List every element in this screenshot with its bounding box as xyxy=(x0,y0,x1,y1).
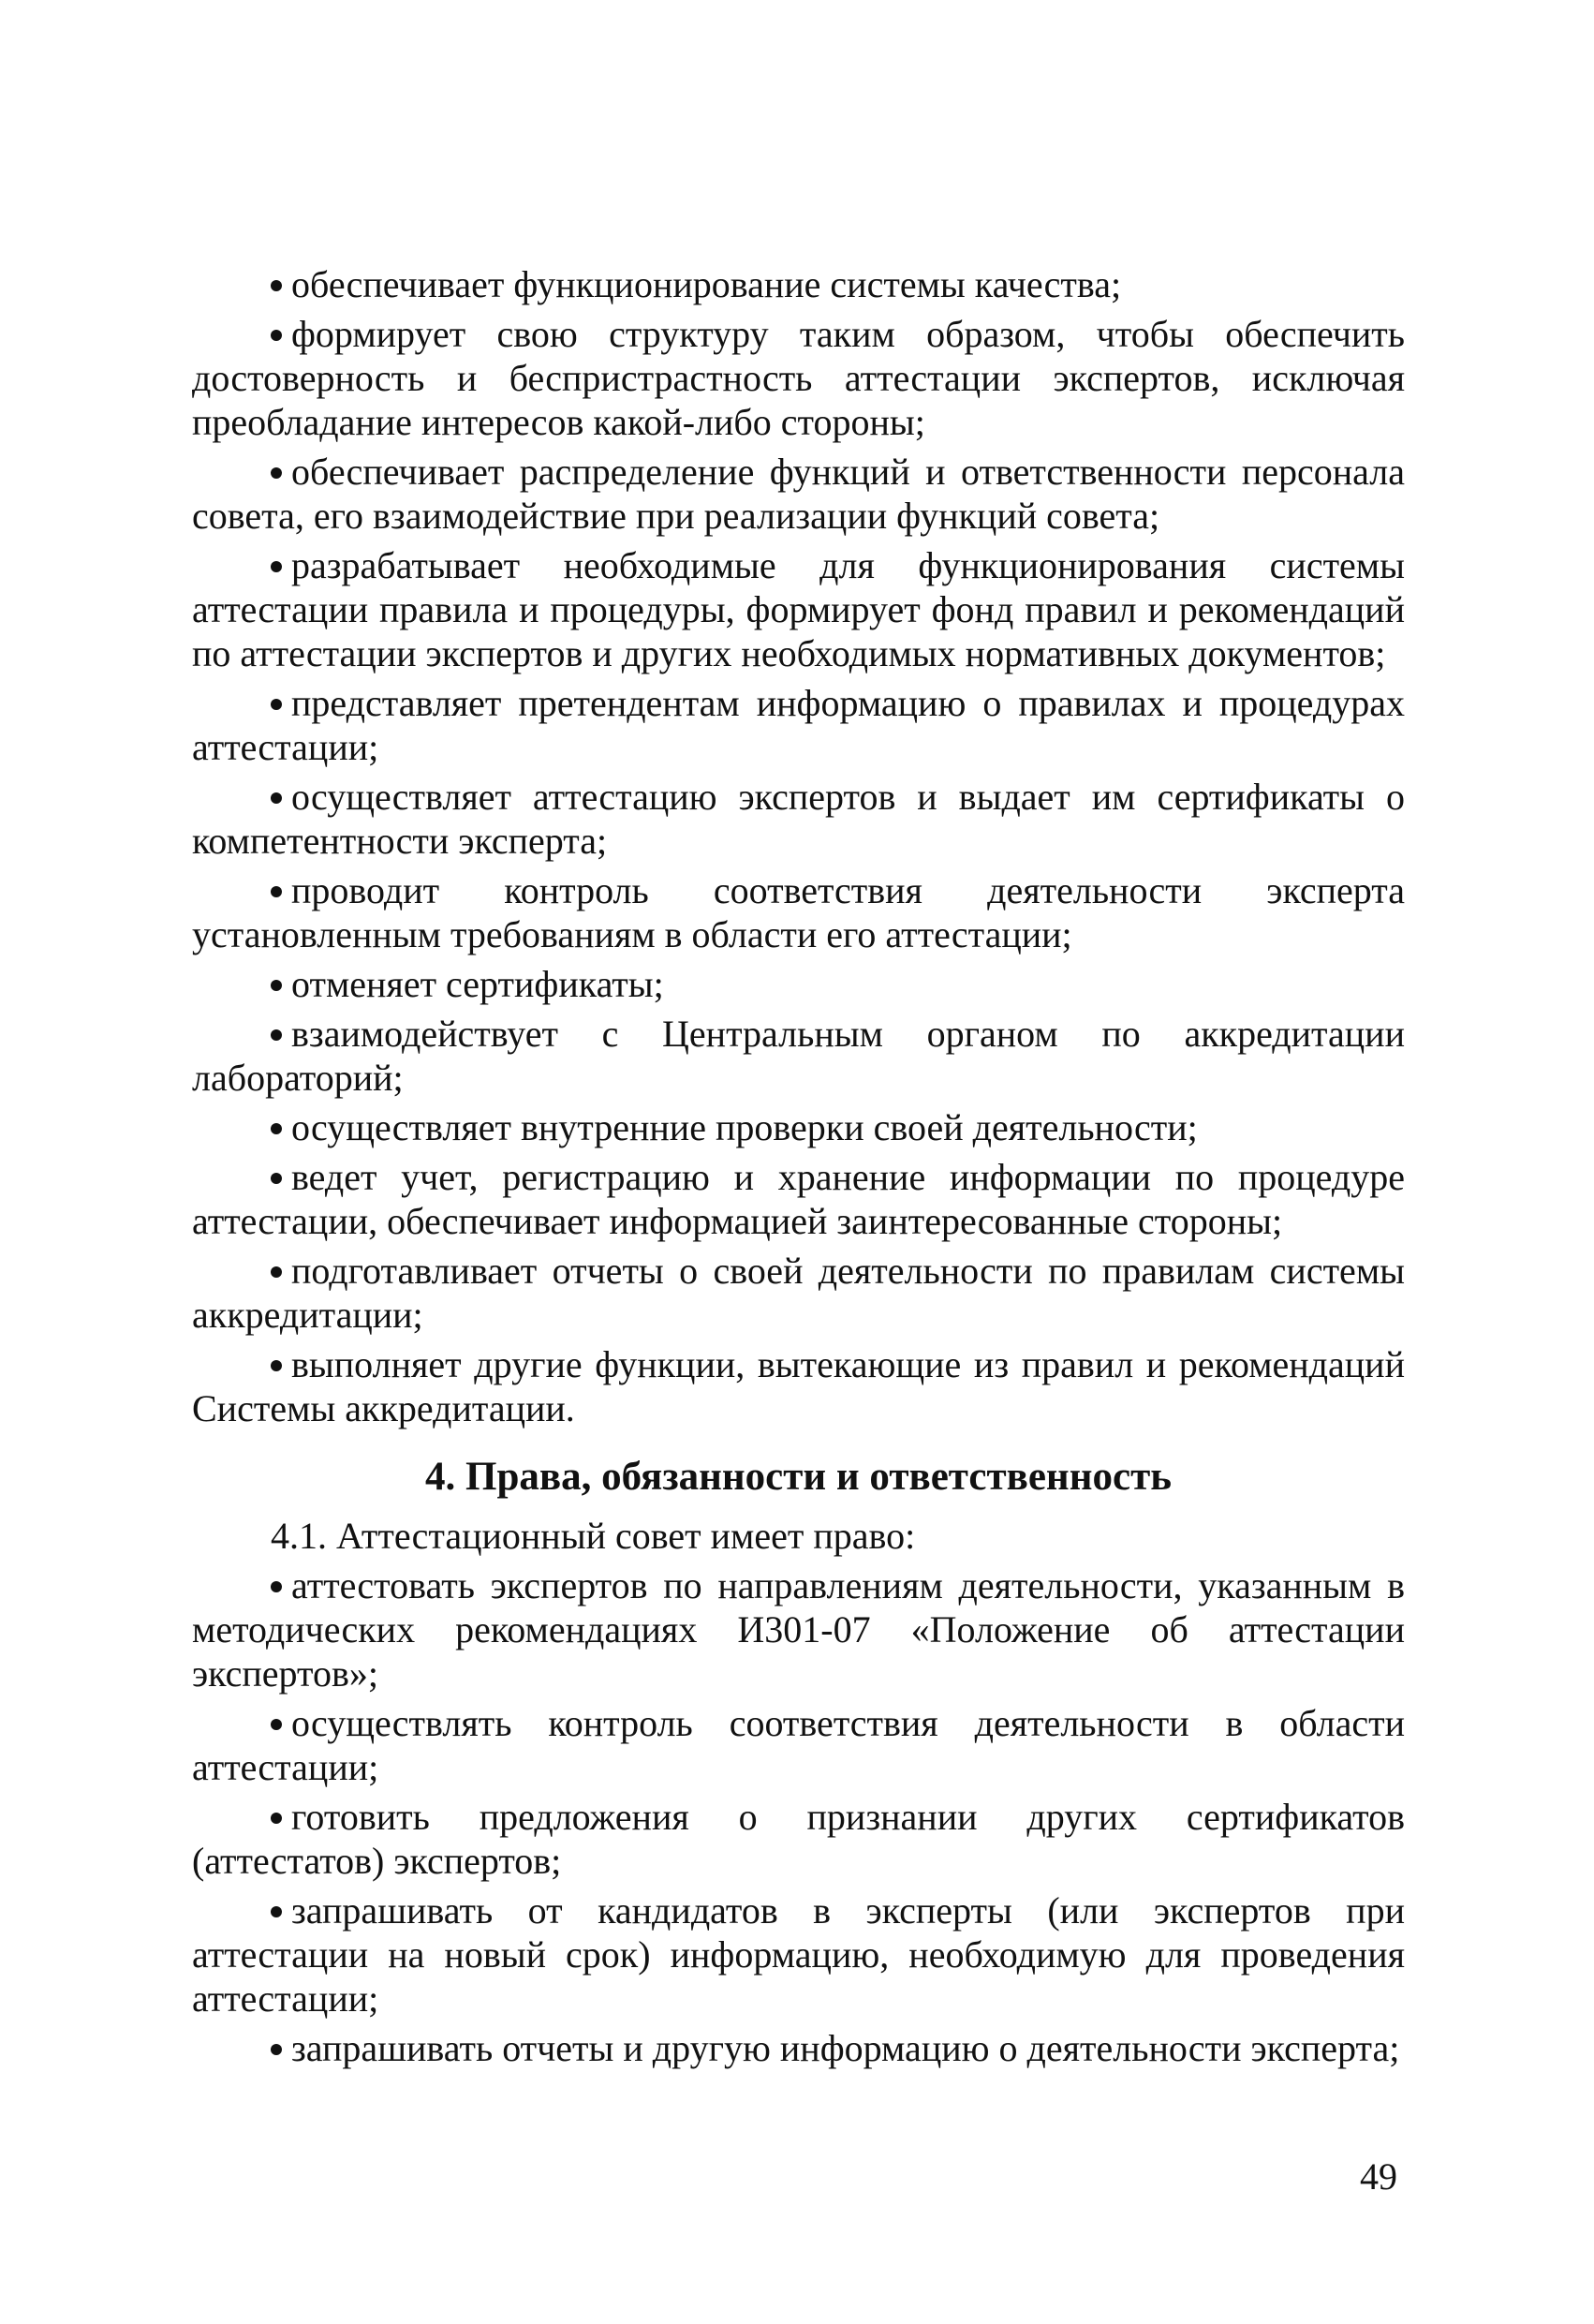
bullet-icon xyxy=(271,2044,282,2055)
list-item-text: осуществляет внутренние проверки своей деятельности; xyxy=(291,1106,1198,1148)
bullet-icon xyxy=(271,1360,282,1371)
list-item-text: осуществляет аттестацию экспертов и выдает им сертификаты о компетентности эксперта; xyxy=(192,776,1405,862)
list-item-text: осуществлять контроль соответствия деятельности в области аттестации; xyxy=(192,1702,1405,1788)
list-item-text: аттестовать экспертов по направлениям деятельности, указанным в методических рекомендациях И301-07 «Положение об аттестации экспертов»; xyxy=(192,1564,1405,1695)
list-item-text: готовить предложения о признании других сертификатов (аттестатов) экспертов; xyxy=(192,1796,1405,1882)
bullet-icon xyxy=(271,1813,282,1824)
list-item-text: представляет претендентам информацию о правилах и процедурах аттестации; xyxy=(192,682,1405,768)
rights-list xyxy=(192,1563,1405,2070)
list-item-text: выполняет другие функции, вытекающие из правил и рекомендаций Системы аккредитации. xyxy=(192,1343,1405,1429)
list-item xyxy=(192,1888,1405,2021)
list-item xyxy=(192,962,1405,1006)
bullet-icon xyxy=(271,1029,282,1041)
list-item-text: запрашивать от кандидатов в эксперты (или экспертов при аттестации на новый срок) информацию, необходимую для проведения аттестации; xyxy=(192,1889,1405,2020)
page-content xyxy=(192,262,1405,2076)
clause-4-1: 4.1. Аттестационный совет имеет право: xyxy=(271,1515,916,1557)
list-item xyxy=(192,775,1405,863)
bullet-icon xyxy=(271,1173,282,1184)
page-number: 49 xyxy=(1360,2155,1397,2198)
list-item xyxy=(192,1105,1405,1149)
list-item xyxy=(192,1249,1405,1337)
bullet-icon xyxy=(271,561,282,572)
bullet-icon xyxy=(271,280,282,291)
bullet-icon xyxy=(271,1123,282,1134)
list-item-text: проводит контроль соответствия деятельности эксперта установленным требованиям в области его аттестации; xyxy=(192,869,1405,955)
functions-list xyxy=(192,262,1405,1430)
list-item xyxy=(192,1342,1405,1430)
list-item-text: подготавливает отчеты о своей деятельности по правилам системы аккредитации; xyxy=(192,1250,1405,1336)
list-item xyxy=(192,681,1405,769)
list-item xyxy=(192,262,1405,306)
bullet-icon xyxy=(271,699,282,710)
list-item xyxy=(192,1563,1405,1695)
list-item xyxy=(192,1012,1405,1100)
list-item-text: формирует свою структуру таким образом, чтобы обеспечить достоверность и беспристрастность аттестации экспертов, исключая преобладание интересов какой-либо стороны; xyxy=(192,313,1405,443)
bullet-icon xyxy=(271,1719,282,1730)
bullet-icon xyxy=(271,1906,282,1917)
bullet-icon xyxy=(271,330,282,341)
list-item xyxy=(192,543,1405,675)
list-item xyxy=(192,2026,1405,2070)
list-item xyxy=(192,1701,1405,1789)
bullet-icon xyxy=(271,792,282,804)
bullet-icon xyxy=(271,1581,282,1592)
list-item xyxy=(192,312,1405,444)
list-item xyxy=(192,1795,1405,1883)
bullet-icon xyxy=(271,1266,282,1278)
list-item-text: разрабатывает необходимые для функционирования системы аттестации правила и процедуры, формирует фонд правил и рекомендаций по аттестации экспертов и других необходимых нормативных документов; xyxy=(192,544,1405,674)
bullet-icon xyxy=(271,980,282,991)
list-item-text: ведет учет, регистрацию и хранение информации по процедуре аттестации, обеспечивает информацией заинтересованные стороны; xyxy=(192,1156,1405,1242)
list-item xyxy=(192,450,1405,538)
list-item-text: запрашивать отчеты и другую информацию о деятельности эксперта; xyxy=(291,2027,1400,2069)
list-item-text: обеспечивает функционирование системы качества; xyxy=(291,263,1122,305)
bullet-icon xyxy=(271,467,282,479)
list-item-text: отменяет сертификаты; xyxy=(291,963,664,1005)
list-item xyxy=(192,1155,1405,1243)
list-item-text: взаимодействует с Центральным органом по аккредитации лабораторий; xyxy=(192,1013,1405,1099)
list-item xyxy=(192,868,1405,956)
bullet-icon xyxy=(271,886,282,897)
section-heading: 4. Права, обязанности и ответственность xyxy=(425,1455,1172,1499)
list-item-text: обеспечивает распределение функций и ответственности персонала совета, его взаимодействие при реализации функций совета; xyxy=(192,451,1405,537)
